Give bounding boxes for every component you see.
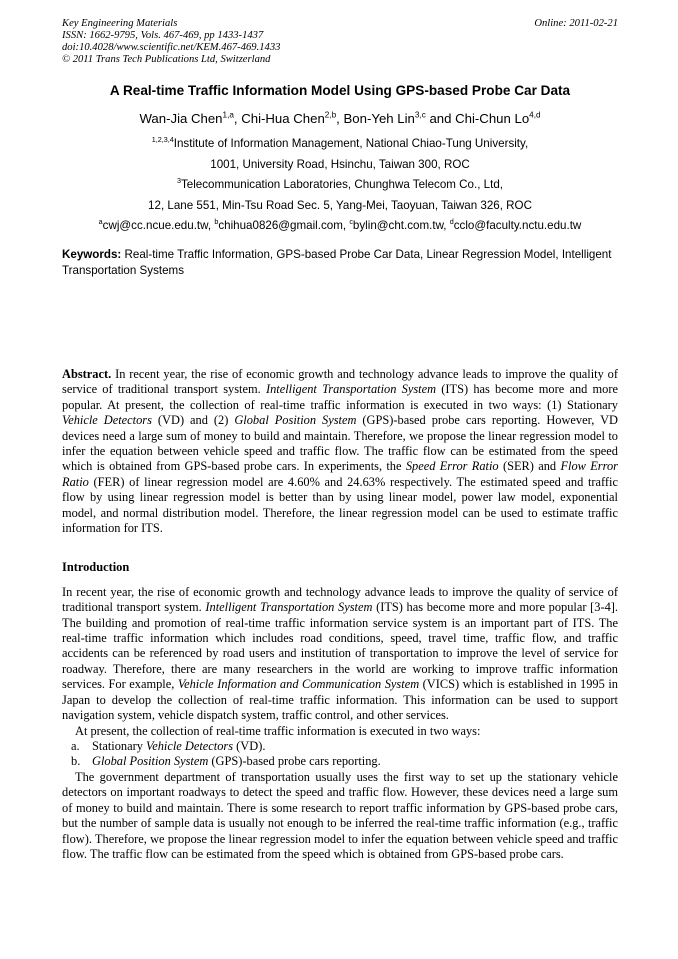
section-heading-introduction: Introduction: [62, 559, 130, 574]
list-item-label: b.: [71, 754, 81, 769]
affiliation-line: 12, Lane 551, Min-Tsu Road Sec. 5, Yang-Mei, Taoyuan, Taiwan 326, ROC: [148, 198, 532, 212]
copyright-line: © 2011 Trans Tech Publications Ltd, Switzerland: [62, 54, 271, 66]
journal-info: [62, 18, 280, 66]
list-item: [62, 739, 618, 754]
affiliations-block: [62, 137, 618, 232]
doi-line: doi:10.4028/www.scientific.net/KEM.467-469.1433: [62, 42, 281, 54]
journal-header: [62, 18, 618, 66]
list-item-text: Stationary Vehicle Detectors (VD).: [92, 739, 266, 754]
authors-line: Wan-Jia Chen$^{1,a}$, Chi-Hua Chen$^{2,b}$, Bon-Yeh Lin$^{3,c}$ and Chi-Chun Lo$^{4,d}$: [139, 110, 541, 127]
list-item-text: Global Position System (GPS)-based probe cars reporting.: [92, 754, 381, 769]
intro-paragraph-1: In recent year, the rise of economic growth and technology advance leads to improve the quality of service of traditional transport system. Intelligent Transportation System (ITS) has become more and more popular [3-4]. The building and promotion of real-time traffic information service system is an important part of ITS. The real-time traffic information which includes road conditions, speed, travel time, traffic flow, and traffic accidents can be referenced by road users and institution of transportation to improve the level of service for roadway. Therefore, there are many researchers in the world are working to improve traffic information services. For example, Vehicle Information and Communication System (VICS) which is established in 1995 in Japan to develop the collection of real-time traffic information. This information can be used to support navigation system, vehicle dispatch system, traffic control, and other services.: [62, 584, 618, 723]
collection-methods-list: [62, 739, 618, 770]
intro-paragraph-2: The government department of transportation usually uses the first way to set up the stationary vehicle detectors on important roadways to detect the speed and traffic flow. However, these devices need a large sum of money to build and maintain. There is some research to report traffic information by GPS-based probe cars, but the number of sample data is usually not enough to be inferred the real-time traffic information (e.g., traffic flow). Therefore, we propose the linear regression model to infer the equation between vehicle speed and traffic flow. The traffic flow can be estimated from the speed which is obtained from GPS-based probe cars.: [62, 769, 618, 862]
paper-title: A Real-time Traffic Information Model Using GPS-based Probe Car Data: [109, 83, 571, 99]
list-item-label: a.: [71, 739, 80, 754]
online-date: Online: 2011-02-21: [534, 18, 618, 29]
journal-title: Key Engineering Materials: [62, 18, 178, 29]
affiliation-line: $^3$Telecommunication Laboratories, Chunghwa Telecom Co., Ltd,: [176, 176, 503, 192]
author-emails-line: $^a$cwj@cc.ncue.edu.tw, $^b$chihua0826@gmail.com, $^c$bylin@cht.com.tw, $^d$cclo@faculty.nctu.edu.tw: [98, 217, 582, 233]
affiliation-line: 1001, University Road, Hsinchu, Taiwan 300, ROC: [210, 157, 470, 171]
issn-line: ISSN: 1662-9795, Vols. 467-469, pp 1433-1437: [62, 30, 264, 42]
affiliation-line: $^{1,2,3,4}$Institute of Information Management, National Chiao-Tung University,: [151, 135, 529, 151]
keywords-line: Keywords: Real-time Traffic Information, GPS-based Probe Car Data, Linear Regression Model, Intelligent Transportation Systems: [62, 248, 612, 277]
intro-lead-in-line: At present, the collection of real-time traffic information is executed in two ways:: [75, 723, 481, 738]
abstract-paragraph: Abstract. In recent year, the rise of economic growth and technology advance leads to improve the quality of service of traditional transport system. Intelligent Transportation System (ITS) has become more and more popular. At present, the collection of real-time traffic information is executed in two ways: (1) Stationary Vehicle Detectors (VD) and (2) Global Position System (GPS)-based probe cars reporting. However, VD devices need a large sum of money to build and maintain. Therefore, we propose the linear regression model to infer the equation between vehicle speed and traffic flow. The traffic flow can be estimated from the speed which is obtained from GPS-based probe cars. In experiments, the Speed Error Ratio (SER) and Flow Error Ratio (FER) of linear regression model are 4.60% and 24.63% respectively. The estimated speed and traffic flow by using linear regression model is better than by using linear model, power law model, exponential model, and normal distribution model. Therefore, the linear regression model can be used to estimate traffic information for ITS.: [62, 366, 618, 536]
list-item: [62, 754, 618, 769]
